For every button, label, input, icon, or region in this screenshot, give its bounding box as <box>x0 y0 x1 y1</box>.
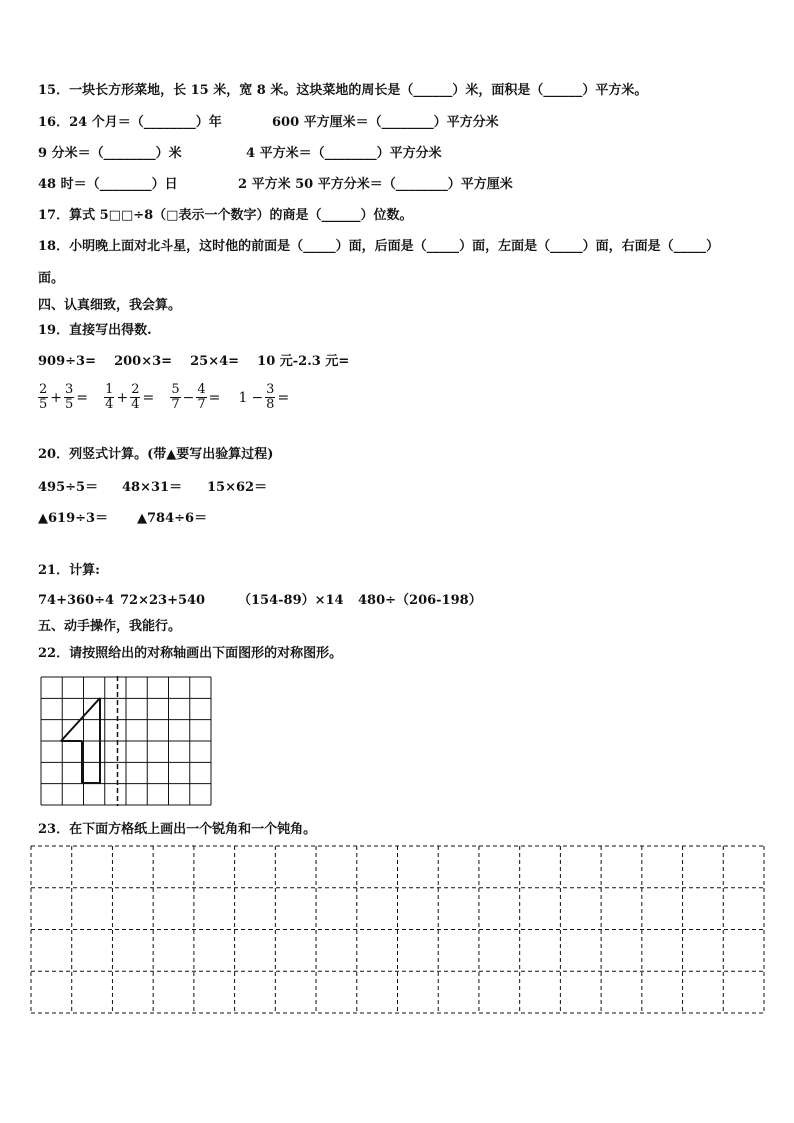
angle-grid[interactable] <box>30 845 766 1015</box>
q23-title: 23．在下面方格纸上画出一个锐角和一个钝角。 <box>38 822 317 837</box>
q20-item-2: 48×31＝ <box>122 480 183 495</box>
section5-heading: 五、动手操作，我能行。 <box>38 619 182 634</box>
q19-title: 19．直接写出得数. <box>38 323 152 338</box>
q21-item-3: （154-89）×14 <box>238 593 344 608</box>
fraction-expr-1: $\frac{2}{5}$ + $\frac{3}{5}$ = <box>39 382 89 412</box>
q16-b: 600 平方厘米＝（________）平方分米 <box>272 115 499 130</box>
fraction: $\frac{2}{4}$ <box>131 382 140 412</box>
q20-item-3: 15×62＝ <box>207 480 268 495</box>
fraction-expr-2: $\frac{1}{4}$ + $\frac{2}{4}$ = <box>105 382 155 412</box>
q16-d: 4 平方米＝（________）平方分米 <box>246 146 442 161</box>
symmetry-grid[interactable] <box>40 676 214 808</box>
q20-title: 20．列竖式计算。(带▲要写出验算过程) <box>38 447 274 462</box>
fraction: $\frac{5}{7}$ <box>171 382 180 412</box>
q18-line2: 面。 <box>38 271 65 286</box>
q18-line1: 18．小明晚上面对北斗星，这时他的前面是（_____）面，后面是（_____）面，左面是（_____）面，右面是（_____） <box>38 239 720 254</box>
fraction: $\frac{2}{5}$ <box>39 382 48 412</box>
fraction: $\frac{4}{7}$ <box>197 382 206 412</box>
q20-item-5: ▲784÷6＝ <box>137 511 208 526</box>
q16-a: 16．24 个月＝（________）年 <box>38 115 222 130</box>
q21-title: 21．计算: <box>38 563 100 578</box>
fraction-expr-3: $\frac{5}{7}$ − $\frac{4}{7}$ = <box>171 382 221 412</box>
section4-heading: 四、认真细致，我会算。 <box>38 298 182 313</box>
q20-item-1: 495÷5＝ <box>38 480 99 495</box>
fraction: $\frac{3}{5}$ <box>65 382 74 412</box>
q20-item-4: ▲619÷3＝ <box>38 511 109 526</box>
q21-item-2: 72×23+540 <box>120 593 206 608</box>
q21-item-4: 480÷（206-198） <box>358 593 482 608</box>
q19-fraction-row <box>38 383 301 412</box>
q21-item-1: 74+360÷4 <box>38 593 115 608</box>
q16-f: 2 平方米 50 平方分米＝（________）平方厘米 <box>238 177 513 192</box>
q16-e: 48 时＝（________）日 <box>38 177 178 192</box>
q22-title: 22．请按照给出的对称轴画出下面图形的对称图形。 <box>38 646 343 661</box>
fraction-expr-4: 1 − $\frac{3}{8}$ = <box>238 382 290 412</box>
fraction: $\frac{1}{4}$ <box>105 382 114 412</box>
fraction: $\frac{3}{8}$ <box>266 382 275 412</box>
q17: 17．算式 5□□÷8（□表示一个数字）的商是（______）位数。 <box>38 208 413 223</box>
q15: 15．一块长方形菜地，长 15 米，宽 8 米。这块菜地的周长是（______）米，面积是（______）平方米。 <box>38 83 648 98</box>
q19-row1: 909÷3= 200×3= 25×4= 10 元-2.3 元= <box>38 354 350 369</box>
q16-c: 9 分米＝（________）米 <box>38 146 182 161</box>
